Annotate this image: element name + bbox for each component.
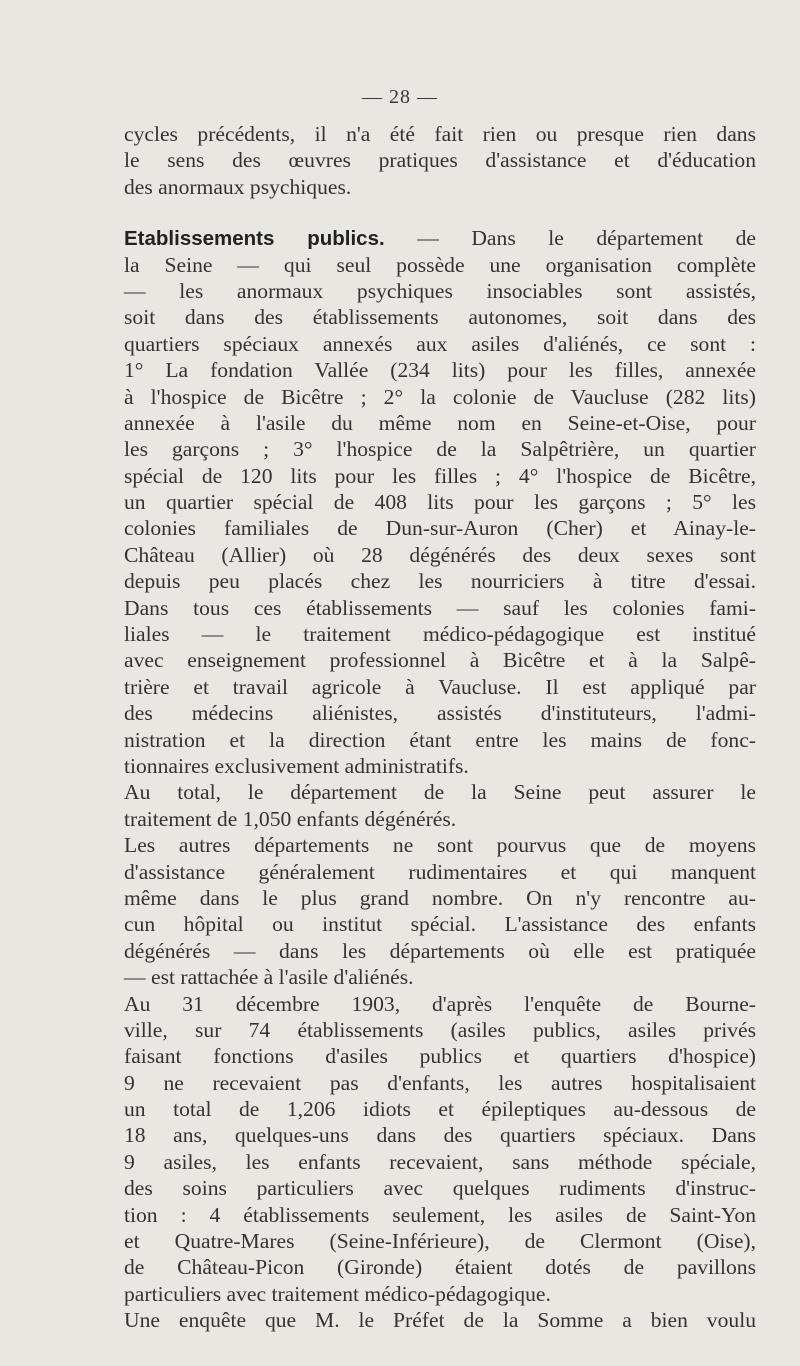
text-line: 9 ne recevaient pas d'enfants, les autres hospitalisaient: [124, 1070, 756, 1095]
text-line: Au 31 décembre 1903, d'après l'enquête de Bourne-: [124, 991, 756, 1016]
text-line: depuis peu placés chez les nourriciers à titre d'essai.: [124, 569, 756, 594]
text-line: spécial de 120 lits pour les filles ; 4° l'hospice de Bicêtre,: [124, 463, 756, 488]
text-line: 1° La fondation Vallée (234 lits) pour les filles, annexée: [124, 358, 756, 383]
text-line: — est rattachée à l'asile d'aliénés.: [124, 965, 414, 990]
text-line: un total de 1,206 idiots et épileptiques au-dessous de: [124, 1097, 756, 1122]
text-line: tion : 4 établissements seulement, les asiles de Saint-Yon: [124, 1202, 756, 1227]
text-line: nistration et la direction étant entre les mains de fonc-: [124, 727, 756, 752]
text-line: avec enseignement professionnel à Bicêtre et à la Salpê-: [124, 648, 756, 673]
text-line: et Quatre-Mares (Seine-Inférieure), de Clermont (Oise),: [124, 1229, 756, 1254]
text-line: Au total, le département de la Seine peut assurer le: [124, 780, 756, 805]
text-line: cun hôpital ou institut spécial. L'assistance des enfants: [124, 912, 756, 937]
text-line: tionnaires exclusivement administratifs.: [124, 753, 469, 778]
text-line: ville, sur 74 établissements (asiles publics, asiles privés: [124, 1017, 756, 1042]
text-line: trière et travail agricole à Vaucluse. Il est appliqué par: [124, 674, 756, 699]
text-line: de Château-Picon (Gironde) étaient dotés de pavillons: [124, 1255, 756, 1280]
text-line: même dans le plus grand nombre. On n'y rencontre au-: [124, 885, 756, 910]
text-line: Une enquête que M. le Préfet de la Somme a bien voulu: [124, 1308, 756, 1333]
text-line: 9 asiles, les enfants recevaient, sans méthode spéciale,: [124, 1149, 756, 1174]
text-line: [124, 225, 756, 251]
text-line: des soins particuliers avec quelques rudiments d'instruc-: [124, 1176, 756, 1201]
text-line: un quartier spécial de 408 lits pour les garçons ; 5° les: [124, 490, 756, 515]
text-line: à l'hospice de Bicêtre ; 2° la colonie de Vaucluse (282 lits): [124, 384, 756, 409]
text-line: d'assistance généralement rudimentaires et qui manquent: [124, 859, 756, 884]
text-line: les garçons ; 3° l'hospice de la Salpêtrière, un quartier: [124, 437, 756, 462]
text-line: — les anormaux psychiques insociables sont assistés,: [124, 278, 756, 303]
text-line: des anormaux psychiques.: [124, 174, 352, 199]
text-line: Les autres départements ne sont pourvus que de moyens: [124, 833, 756, 858]
text-line: le sens des œuvres pratiques d'assistance et d'éducation: [124, 148, 756, 173]
text-line: dégénérés — dans les départements où elle est pratiquée: [124, 938, 756, 963]
text-line: Château (Allier) où 28 dégénérés des deux sexes sont: [124, 542, 756, 567]
page-number: — 28 —: [362, 86, 438, 108]
text-line: cycles précédents, il n'a été fait rien ou presque rien dans: [124, 122, 756, 146]
text-line: traitement de 1,050 enfants dégénérés.: [124, 806, 457, 831]
text-line: Dans tous ces établissements — sauf les colonies fami-: [124, 595, 756, 620]
text-line: 18 ans, quelques-uns dans des quartiers spéciaux. Dans: [124, 1123, 756, 1148]
text-line: colonies familiales de Dun-sur-Auron (Cher) et Ainay-le-: [124, 516, 756, 541]
section-heading: Etablissements publics.: [124, 227, 385, 251]
text-line: la Seine — qui seul possède une organisation complète: [124, 252, 756, 277]
text-line: liales — le traitement médico-pédagogique est institué: [124, 622, 756, 647]
text-line: soit dans des établissements autonomes, soit dans des: [124, 305, 756, 330]
text-line: des médecins aliénistes, assistés d'instituteurs, l'admi-: [124, 701, 756, 726]
text-line: quartiers spéciaux annexés aux asiles d'aliénés, ce sont :: [124, 331, 756, 356]
text-line: particuliers avec traitement médico-pédagogique.: [124, 1281, 551, 1306]
body-text: [124, 121, 756, 1334]
text-line: annexée à l'asile du même nom en Seine-et-Oise, pour: [124, 410, 756, 435]
paragraph-gap: [124, 200, 756, 225]
text-fragment: — Dans le département de: [417, 226, 756, 251]
text-line: faisant fonctions d'asiles publics et quartiers d'hospice): [124, 1044, 756, 1069]
